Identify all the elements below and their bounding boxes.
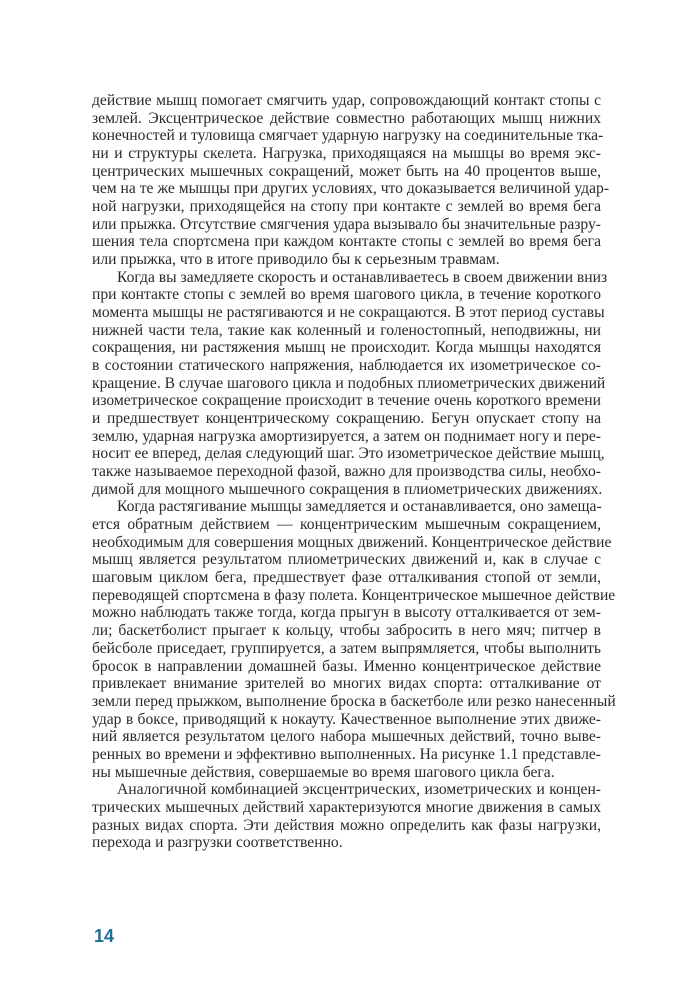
text-line: и предшествует концентрическому сокращению. Бегун опускает стопу на — [92, 410, 601, 428]
text-line: нижней части тела, такие как коленный и голеностопный, неподвижны, ни — [92, 321, 601, 339]
text-line: земли перед прыжком, выполнение броска в баскетболе или резко нанесенный — [92, 692, 616, 710]
text-line: носит ее вперед, делая следующий шаг. Это изометрическое действие мышц, — [92, 445, 605, 463]
text-line: конечностей и туловища смягчает ударную нагрузку на соединительные тка- — [92, 127, 604, 145]
text-line: ны мышечные действия, совершаемые во время шагового цикла бега. — [92, 763, 555, 781]
text-line: переводящей спортсмена в фазу полета. Концентрическое мышечное действие — [92, 586, 616, 604]
text-line: центрических мышечных сокращений, может быть на 40 процентов выше, — [92, 162, 601, 180]
text-line: момента мышцы не растягиваются и не сокращаются. В этот период суставы — [92, 304, 605, 322]
text-line: или прыжка. Отсутствие смягчения удара вызывало бы значительные разру- — [92, 215, 601, 233]
paragraph — [92, 781, 601, 852]
text-line: шаговым циклом бега, предшествует фазе отталкивания стопой от земли, — [92, 569, 601, 587]
text-line: ется обратным действием — концентрическим мышечным сокращением, — [92, 516, 601, 534]
paragraph — [92, 92, 610, 269]
body-text — [92, 92, 616, 852]
text-line: ли; баскетболист прыгает к кольцу, чтобы забросить в него мяч; питчер в — [92, 622, 601, 640]
text-line: привлекает внимание зрителей во многих видах спорта: отталкивание от — [92, 675, 601, 693]
text-line: можно наблюдать также тогда, когда прыгун в высоту отталкивается от зем- — [92, 604, 601, 622]
page-number: 14 — [94, 926, 115, 946]
text-line: изометрическое сокращение происходит в течение очень короткого времени — [92, 392, 601, 410]
paragraph — [92, 268, 608, 499]
text-line: также называемое переходной фазой, важно для производства силы, необхо- — [92, 463, 601, 481]
text-line: перехода и разгрузки соответственно. — [92, 834, 343, 852]
text-line: бросок в направлении домашней базы. Именно концентрическое действие — [92, 657, 601, 675]
text-line: Когда растягивание мышцы замедляется и останавливается, оно замеща- — [117, 498, 602, 516]
text-line: землю, ударная нагрузка амортизируется, а затем он поднимает ногу и пере- — [92, 427, 601, 445]
text-line: кращение. В случае шагового цикла и подобных плиометрических движений — [92, 374, 606, 392]
text-line: ни и структуры скелета. Нагрузка, приходящаяся на мышцы во время экс- — [92, 145, 601, 163]
text-line: необходимым для совершения мощных движений. Концентрическое действие — [92, 533, 612, 551]
text-line: трических мышечных действий характеризуются многие движения в самых — [92, 798, 601, 816]
text-line: в состоянии статического напряжения, наблюдается их изометрическое со- — [92, 357, 601, 375]
text-line: Когда вы замедляете скорость и останавливаетесь в своем движении вниз — [117, 268, 608, 286]
text-line: Аналогичной комбинацией эксцентрических, изометрических и концен- — [117, 781, 601, 799]
text-line: бейсболе приседает, группируется, а затем выпрямляется, чтобы выполнить — [92, 639, 601, 657]
text-line: удар в боксе, приводящий к нокауту. Качественное выполнение этих движе- — [92, 710, 601, 728]
text-line: ний является результатом целого набора мышечных действий, точно выве- — [92, 728, 601, 746]
text-line: ренных во времени и эффективно выполненных. На рисунке 1.1 представле- — [92, 745, 601, 763]
text-line: разных видах спорта. Эти действия можно определить как фазы нагрузки, — [92, 816, 601, 834]
text-line: сокращения, ни растяжения мышц не происходит. Когда мышцы находятся — [92, 339, 601, 357]
text-line: при контакте стопы с землей во время шагового цикла, в течение короткого — [92, 286, 601, 304]
text-line: действие мышц помогает смягчить удар, сопровождающий контакт стопы с — [92, 92, 601, 109]
paragraph — [92, 498, 616, 781]
text-line: мышц является результатом плиометрических движений и, как в случае с — [92, 551, 601, 569]
text-line: или прыжка, что в итоге приводило бы к серьезным травмам. — [92, 251, 500, 269]
text-line: чем на те же мышцы при других условиях, что доказывается величиной удар- — [92, 180, 610, 198]
text-line: шения тела спортсмена при каждом контакте стопы с землей во время бега — [92, 233, 601, 251]
text-line: димой для мощного мышечного сокращения в плиометрических движениях. — [92, 480, 603, 498]
text-line: ной нагрузки, приходящейся на стопу при контакте с землей во время бега — [92, 198, 601, 216]
text-line: землей. Эксцентрическое действие совместно работающих мышц нижних — [92, 109, 601, 127]
